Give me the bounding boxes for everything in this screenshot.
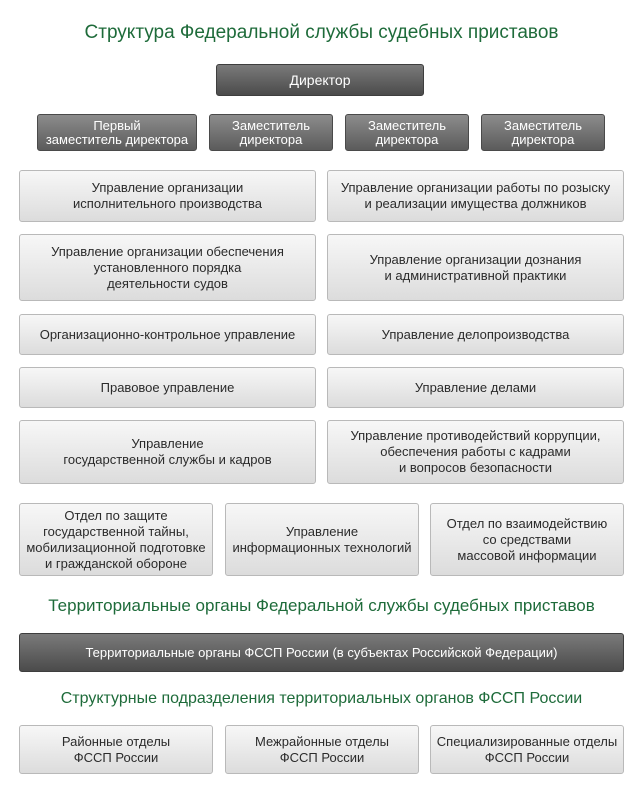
subdivision-box: Межрайонные отделы ФССП России: [225, 725, 419, 774]
department-box: Управление организации дознания и административной практики: [327, 234, 624, 301]
department-box: Управление организации обеспечения установленного порядка деятельности судов: [19, 234, 316, 301]
department-box: Управление организации работы по розыску и реализации имущества должников: [327, 170, 624, 222]
director-box: Директор: [216, 64, 424, 96]
first-deputy-box: Первый заместитель директора: [37, 114, 197, 151]
deputy-box: Заместитель директора: [345, 114, 469, 151]
unit-box: Отдел по взаимодействию со средствами массовой информации: [430, 503, 624, 576]
territorial-bar: Территориальные органы ФССП России (в субъектах Российской Федерации): [19, 633, 624, 672]
unit-box: Управление информационных технологий: [225, 503, 419, 576]
unit-box: Отдел по защите государственной тайны, мобилизационной подготовке и гражданской обороне: [19, 503, 213, 576]
subdivision-box: Специализированные отделы ФССП России: [430, 725, 624, 774]
department-box: Правовое управление: [19, 367, 316, 408]
department-box: Управление противодействий коррупции, обеспечения работы с кадрами и вопросов безопасности: [327, 420, 624, 484]
territorial-heading: Территориальные органы Федеральной службы судебных приставов: [48, 596, 595, 615]
subdivision-box: Районные отделы ФССП России: [19, 725, 213, 774]
department-box: Организационно-контрольное управление: [19, 314, 316, 355]
deputy-box: Заместитель директора: [209, 114, 333, 151]
deputy-box: Заместитель директора: [481, 114, 605, 151]
subdivisions-heading: Структурные подразделения территориальных органов ФССП России: [60, 690, 583, 707]
department-box: Управление делопроизводства: [327, 314, 624, 355]
page-title: Структура Федеральной службы судебных приставов: [84, 22, 559, 43]
department-box: Управление делами: [327, 367, 624, 408]
department-box: Управление организации исполнительного производства: [19, 170, 316, 222]
department-box: Управление государственной службы и кадров: [19, 420, 316, 484]
